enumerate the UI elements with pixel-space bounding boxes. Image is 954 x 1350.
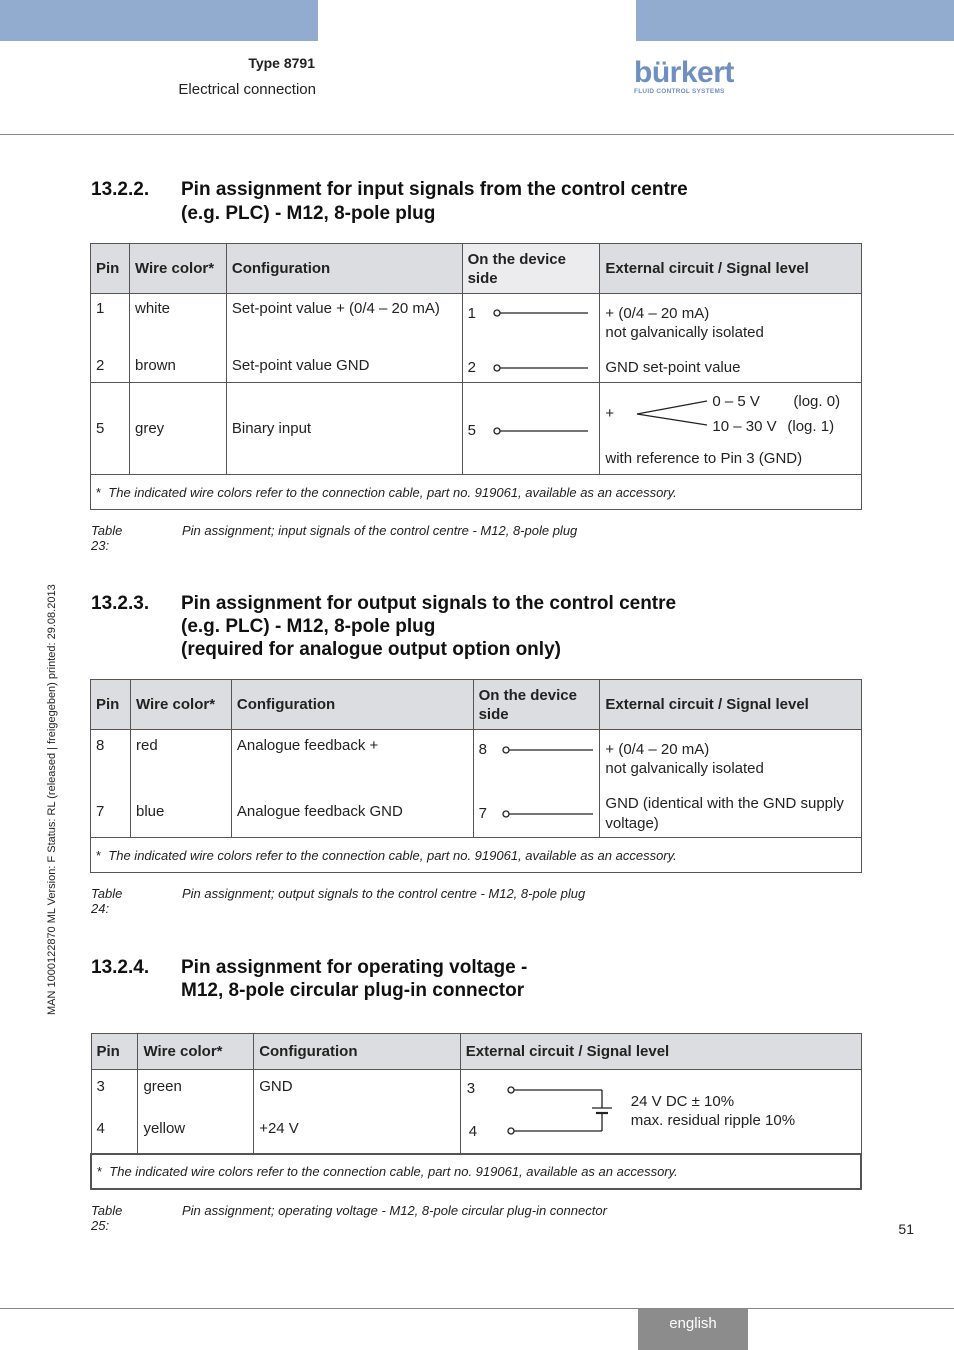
pin-number: 5 (96, 420, 105, 437)
side-doc-info: MAN 1000122870 ML Version: F Status: RL (released | freigegeben) printed: 29.08.2013 (46, 584, 58, 1015)
device-pin: 2 (467, 359, 476, 376)
supply-ripple: max. residual ripple 10% (630, 1112, 796, 1129)
col-header-pin: Pin (91, 1034, 138, 1070)
wire-color: red (135, 737, 158, 754)
doc-type: Type 8791 (248, 55, 315, 71)
wire-color: green (143, 1078, 182, 1095)
table-24 (90, 679, 862, 873)
device-pin: 8 (478, 741, 487, 758)
wire-color: grey (134, 420, 165, 437)
signal-level: + (0/4 – 20 mA) (605, 741, 710, 758)
header-divider (0, 134, 954, 135)
table-row (91, 1070, 861, 1154)
col-header-pin: Pin (91, 244, 130, 294)
section-title-line: Pin assignment for input signals from the control centre (181, 179, 688, 200)
device-pin: 3 (466, 1080, 476, 1097)
configuration: +24 V (259, 1120, 299, 1137)
wire-color: blue (135, 803, 165, 820)
language-tab: english (638, 1309, 748, 1350)
footer-divider (0, 1308, 954, 1309)
table-23 (90, 243, 862, 510)
configuration: Analogue feedback GND (236, 803, 403, 820)
signal-level: + (0/4 – 20 mA) (605, 305, 710, 322)
device-pin: 5 (467, 422, 476, 439)
binary-level-icon (637, 399, 709, 429)
logo-word: bürkert (634, 56, 734, 89)
table-row (91, 730, 862, 838)
table-footnote: * The indicated wire colors refer to the connection cable, part no. 919061, available as an accessory. (91, 1154, 861, 1189)
col-header-pin: Pin (91, 680, 131, 730)
section-title-line: Pin assignment for output signals to the control centre (181, 593, 677, 614)
col-header-config: Configuration (226, 244, 462, 294)
binary-level-high-log: (log. 1) (787, 418, 835, 435)
burkert-logo (634, 58, 734, 95)
signal-note: not galvanically isolated (605, 324, 764, 341)
col-header-device: On the device side (462, 244, 600, 294)
terminal-wire-icon (488, 363, 588, 373)
section-title-line: (e.g. PLC) - M12, 8-pole plug (181, 616, 436, 637)
terminal-wire-icon (488, 308, 588, 318)
section-title-line: M12, 8-pole circular plug-in connector (181, 980, 525, 1001)
section-title-line: (required for analogue output option only) (181, 639, 561, 660)
binary-level-low: 0 – 5 V (712, 393, 760, 410)
section-number: 13.2.4. (91, 957, 150, 978)
table-row (91, 294, 862, 383)
device-pin: 1 (467, 305, 476, 322)
table-footnote: * The indicated wire colors refer to the connection cable, part no. 919061, available as an accessory. (91, 475, 862, 510)
header-bar-left (0, 0, 318, 41)
table-row (91, 383, 862, 475)
col-header-external: External circuit / Signal level (600, 244, 862, 294)
device-pin: 7 (478, 805, 487, 822)
pin-number: 3 (96, 1078, 105, 1095)
signal-note: not galvanically isolated (605, 760, 764, 777)
page-number: 51 (898, 1221, 914, 1237)
header-bar-right (636, 0, 954, 41)
binary-level-low-log: (log. 0) (793, 393, 841, 410)
col-header-config: Configuration (231, 680, 473, 730)
supply-voltage: 24 V DC ± 10% (630, 1093, 735, 1110)
configuration: Binary input (231, 420, 312, 437)
logo-sub: FLUID CONTROL SYSTEMS (634, 88, 725, 95)
binary-level-high: 10 – 30 V (712, 418, 777, 435)
section-number: 13.2.2. (91, 179, 150, 200)
wire-color: white (134, 300, 171, 317)
col-header-wire: Wire color* (130, 680, 231, 730)
pin-number: 2 (96, 357, 105, 374)
configuration: Analogue feedback + (236, 737, 379, 754)
pin-number: 4 (96, 1120, 105, 1137)
col-header-wire: Wire color* (138, 1034, 254, 1070)
pin-number: 7 (96, 803, 105, 820)
signal-level: GND set-point value (605, 359, 741, 376)
device-pin: 4 (468, 1123, 478, 1140)
col-header-config: Configuration (254, 1034, 461, 1070)
wire-color: yellow (143, 1120, 186, 1137)
signal-level: voltage) (605, 815, 659, 832)
binary-plus: + (605, 405, 615, 422)
terminal-wire-icon (499, 809, 593, 819)
col-header-device: On the device side (473, 680, 600, 730)
section-heading-2 (91, 592, 891, 664)
wire-color: brown (134, 357, 176, 374)
section-number: 13.2.3. (91, 593, 150, 614)
terminal-wire-icon (499, 745, 593, 755)
pin-number: 1 (96, 300, 105, 317)
terminal-wire-icon (488, 426, 588, 436)
col-header-external: External circuit / Signal level (460, 1034, 861, 1070)
configuration: Set-point value + (0/4 – 20 mA) (231, 300, 440, 317)
signal-level: GND (identical with the GND supply (605, 795, 844, 812)
col-header-external: External circuit / Signal level (600, 680, 862, 730)
section-heading-1 (91, 178, 891, 228)
section-title-line: Pin assignment for operating voltage - (181, 957, 528, 978)
configuration: GND (259, 1078, 293, 1095)
section-heading-3 (91, 956, 891, 1006)
signal-reference: with reference to Pin 3 (GND) (605, 450, 803, 467)
dc-supply-icon (504, 1084, 614, 1139)
pin-number: 8 (96, 737, 105, 754)
doc-subtitle: Electrical connection (178, 81, 316, 98)
configuration: Set-point value GND (231, 357, 370, 374)
section-title-line: (e.g. PLC) - M12, 8-pole plug (181, 203, 436, 224)
col-header-wire: Wire color* (129, 244, 226, 294)
table-footnote: * The indicated wire colors refer to the connection cable, part no. 919061, available as an accessory. (91, 838, 862, 873)
table-25 (90, 1033, 862, 1190)
